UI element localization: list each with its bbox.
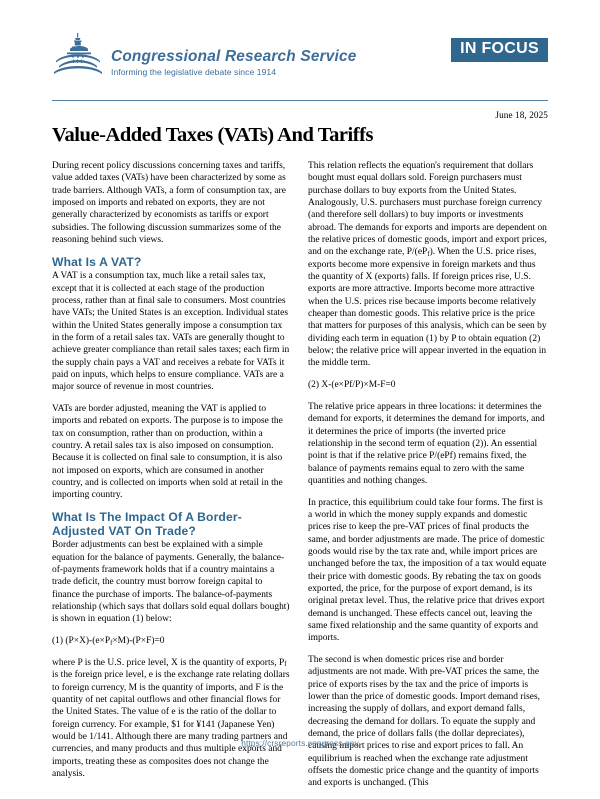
variable-definitions-part-b: is the foreign price level, e is the exchange rate relating dollars to foreign currency, M is the quantity of imports, and F is the quantity of net capital outflows and other financial flows for the United States. The value of e is the ratio of the dollar to foreign currency. For example, $1 for ¥141 (Japanese Yen) would be 1/141. Although there are many trading partners and currencies, and many products and thus multiple exports and imports, treating these as composites does not change the analysis. (52, 670, 290, 779)
crsreports-url-link[interactable]: https://crsreports.congress.gov (241, 738, 359, 748)
paragraph-border-adjusted: VATs are border adjusted, meaning the VAT is applied to imports and rebated on exports. The purpose is to impose the tax on consumption, rather than on production, within a country. A retail sales tax is also imposed on consumption. Because it is collected on final sale to consumption, it is also not imposed on exports, which are consumed in another country, and is collected on imports when sold at retail in the importing country. (52, 404, 283, 501)
equation-1 (52, 635, 291, 647)
dollar-flows-subscript: f (427, 250, 430, 258)
brand-tagline: Informing the legislative debate since 1914 (111, 67, 277, 77)
right-column (308, 160, 547, 799)
masthead (52, 0, 548, 94)
equation-1-rest: ×M)-(P×F)=0 (112, 636, 165, 647)
paragraph-equilibrium-second-form: The second is when domestic prices rise and border adjustments are not made. With pre-VAT prices the same, the price of exports rises by the tax and the price of imports is lower than the price of domestic goods. Import demand rises, increasing the supply of dollars, and export demand falls, decreasing the demand for dollars. To equate the supply and demand, the price of dollars falls (the dollar depreciates), causing import prices to rise and export prices to fall. An equilibrium is reached when the exchange rate adjustment offsets the domestic price change and the quantity of imports and exports is unchanged. (This (308, 655, 541, 789)
paragraph-relative-price: The relative price appears in three locations: it determines the demand for exports, it determines the demand for imports, and it determines the price of imports (the inverted price relationship in the second term of equation (2)). An essential point is that if the relative price P/(ePf) remains fixed, the balance of payments remains equal to zero with the same quantities and nothing changes. (308, 401, 545, 486)
brand-text-block (111, 49, 357, 78)
paragraph-variable-definitions (52, 657, 291, 780)
dollar-flows-part-b: ). When the U.S. price rises, exports become more expensive in foreign markets and thus the quantity of X (exports) falls. If foreign prices rise, U.S. exports are more attractive. Imports become more attractive when the U.S. prices rise because imports become relatively cheaper than domestic goods. This relative price is the price that matters for purposes of this analysis, which can be seen by dividing each term in equation (1) by P to obtain equation (2) below; the relative price will appear inverted in the equation in the middle term. (308, 247, 547, 369)
page-title: Value-Added Taxes (VATs) And Tariffs (52, 124, 374, 146)
brand-name: Congressional Research Service (111, 47, 357, 65)
paragraph-equilibrium-first-form: In practice, this equilibrium could take four forms. The first is a world in which the money supply expands and domestic prices rise to keep the pre-VAT prices of final products the same, and border adjustments are made. The price of domestic goods would rise by the tax rate and, while import prices are unchanged before the tax, the imposition of a tax would equate their price with domestic goods. By rebating the tax on goods exported, the price, for the purpose of export demand, is its original pretax level. Thus, the relative price that drives export demand is unchanged. These effects cancel out, leaving the same fixed relationship and the same quantity of exports and imports. (308, 497, 547, 644)
dollar-flows-part-a: This relation reflects the equation's requirement that dollars bought must equal dollars sold. Foreign purchasers must purchase dollars to buy exports from the United States. Analogously, U.S. purchasers must purchase foreign currency (and therefore sell dollars) to buy imports or investments abroad. The demands for exports and imports are dependent on the relative prices of domestic goods, import and export prices, and on the exchange rate, P/(eP (308, 160, 547, 258)
paragraph-dollar-flows (308, 160, 547, 370)
equation-1-label: (1) (52, 636, 66, 647)
crs-branding (52, 32, 357, 78)
variable-definitions-subscript: f (284, 661, 287, 669)
paragraph-balance-of-payments: Border adjustments can best be explained with a simple equation for the balance of payments. Generally, the balance-of-payments framework holds that if a country maintains a trade deficit, the country must borrow foreign capital to finance the purchase of imports. The balance-of-payments relationship (which says that dollars sold equal dollars bought) is shown in equation (1) below: (52, 540, 290, 625)
header-divider (52, 100, 548, 101)
left-column (52, 160, 291, 799)
equation-1-subscript: f (110, 639, 113, 647)
capitol-dome-icon (52, 32, 104, 78)
footer (0, 733, 600, 751)
section-heading-border-adjusted-impact: What Is The Impact Of A Border-Adjusted VAT On Trade? (52, 510, 242, 538)
paragraph-vat-definition: A VAT is a consumption tax, much like a retail sales tax, except that it is collected at each stage of the production process, rather than at final sale to consumers. Most countries have VATs; the United States is an exception. Individual states within the United States generally impose a consumption tax in the form of a retail sales tax. VATs are generally thought to achieve greater compliance than retail sales taxes; each firm in the supply chain pays a VAT and receives a rebate for VATs it paid on inputs, which helps to ensure compliance. VATs are a major source of revenue in most countries. (52, 271, 290, 393)
publication-date: June 18, 2025 (495, 110, 548, 120)
variable-definitions-part-a: where P is the U.S. price level, X is the quantity of exports, P (52, 657, 285, 668)
two-column-body (52, 160, 548, 799)
equation-1-main: (P×X)-(e×P (65, 636, 111, 647)
intro-paragraph: During recent policy discussions concerning taxes and tariffs, value added taxes (VATs) have been characterized by some as trade barriers. Although VATs, a form of consumption tax, are imposed on imports and rebated on exports, they are not generally characterized by economists as tariffs or export subsidies. The following discussion summarizes some of the reasoning behind such views. (52, 160, 286, 245)
in-focus-badge: IN FOCUS (451, 38, 548, 62)
equation-2: (2) X-(e×Pf/P)×M-F=0 (308, 380, 396, 391)
section-heading-what-is-a-vat: What Is A VAT? (52, 254, 142, 269)
